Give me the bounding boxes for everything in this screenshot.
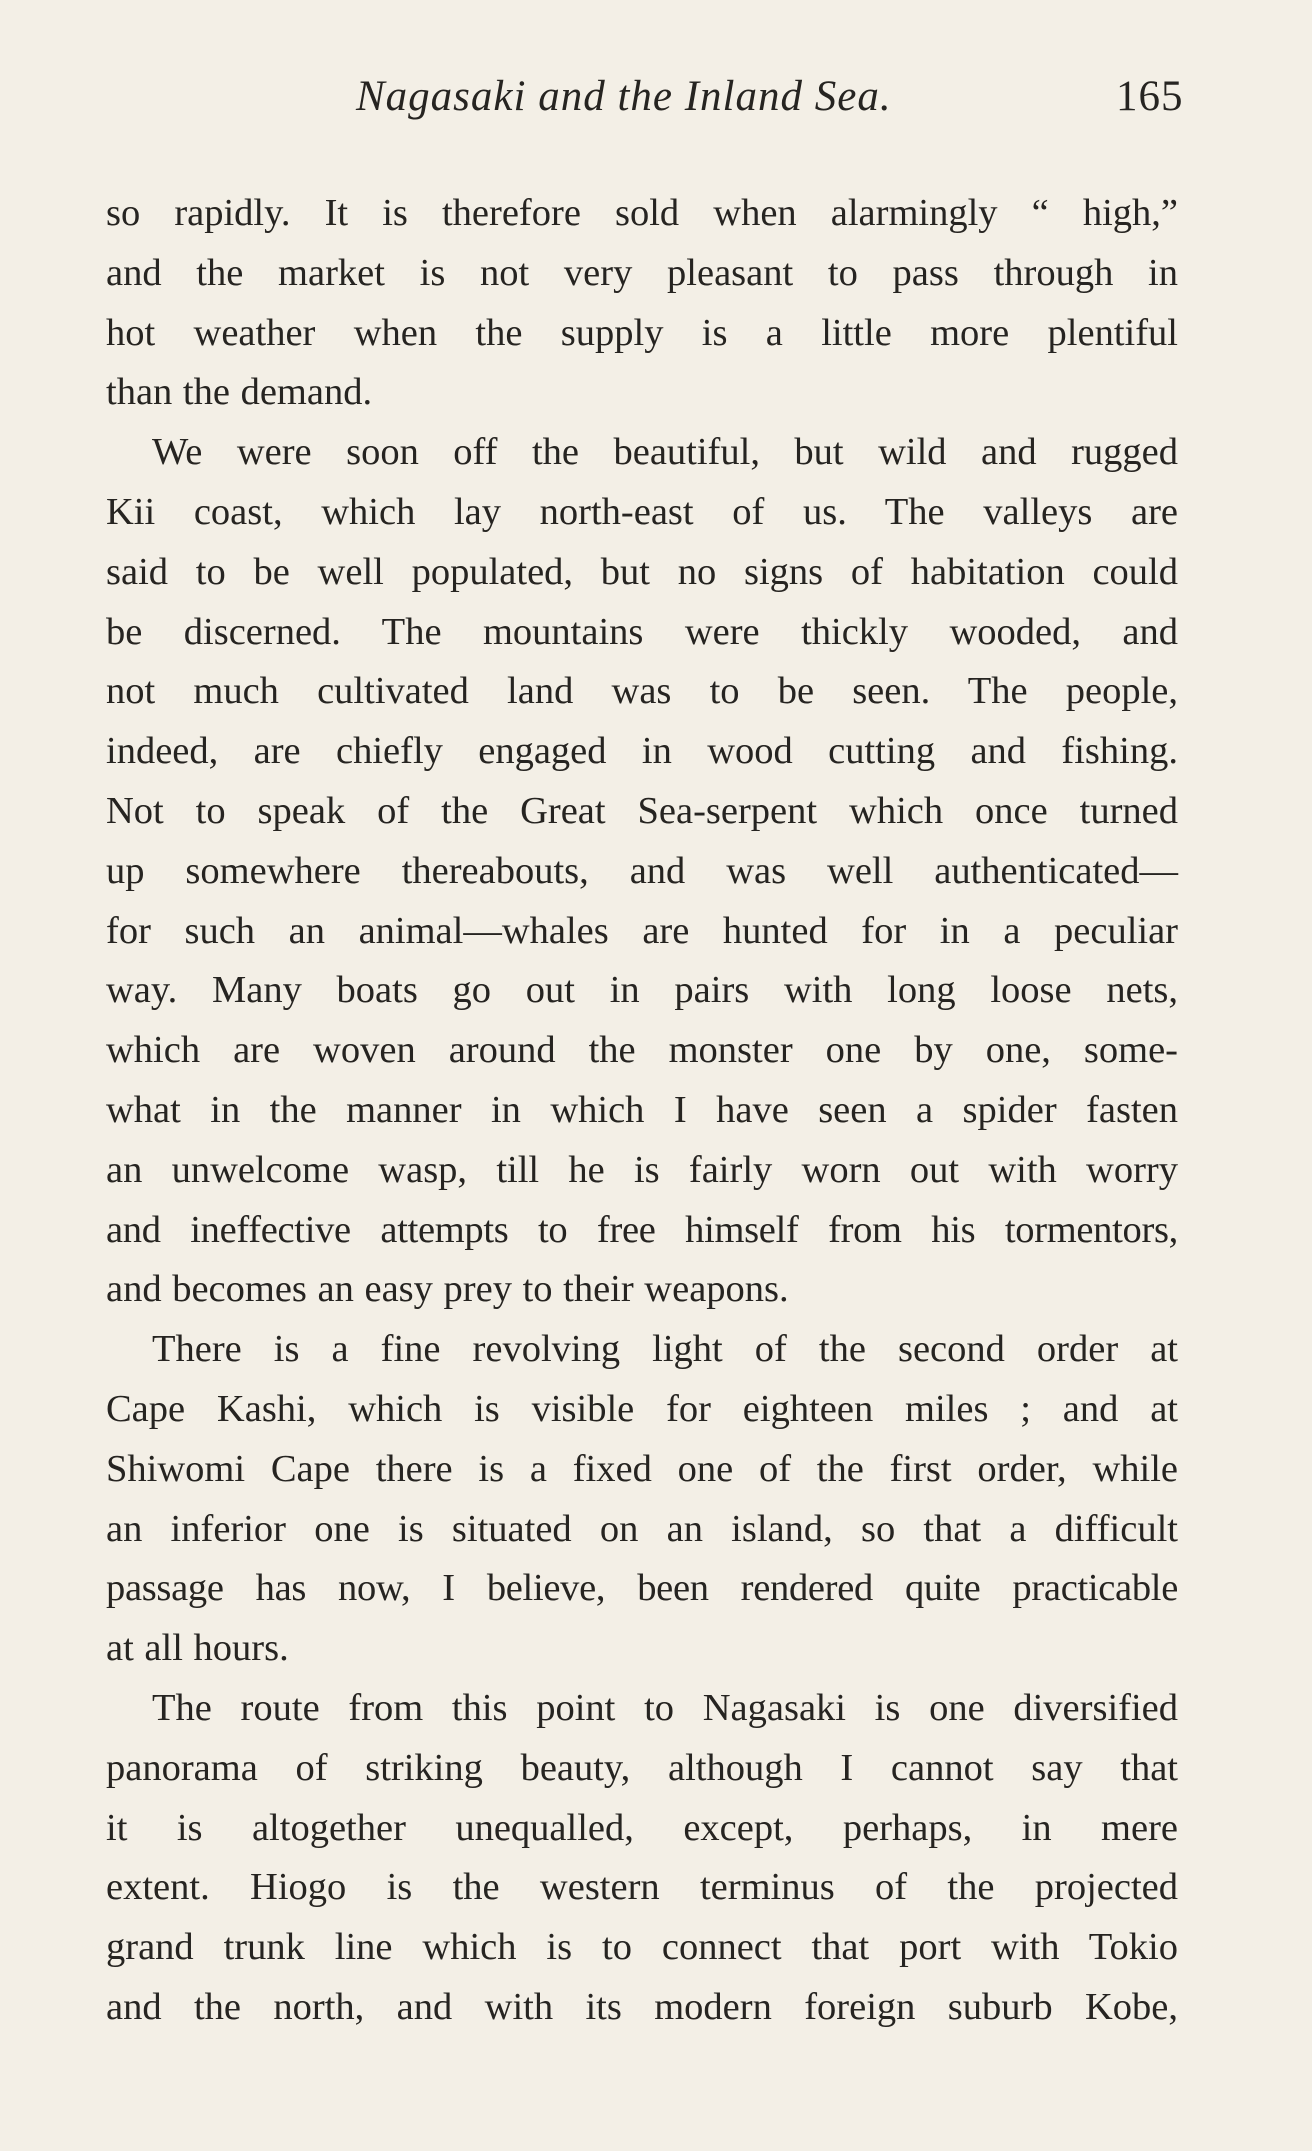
text-line: indeed, are chiefly engaged in wood cutting and fishing. (106, 730, 1178, 773)
text-line: Shiwomi Cape there is a fixed one of the first order, while (106, 1447, 1178, 1490)
text-line: which are woven around the monster one by one, some- (106, 1029, 1178, 1072)
text-line: it is altogether unequalled, except, perhaps, in mere (106, 1806, 1178, 1849)
text-line: hot weather when the supply is a little more plentiful (106, 311, 1178, 354)
text-line: There is a fine revolving light of the second order at (152, 1328, 1178, 1371)
text-line: an unwelcome wasp, till he is fairly worn out with worry (106, 1148, 1178, 1191)
text-line: at all hours. (106, 1627, 289, 1670)
text-line: so rapidly. It is therefore sold when alarmingly “ high,” (106, 192, 1178, 234)
text-line: way. Many boats go out in pairs with long loose nets, (106, 969, 1178, 1012)
text-line: Cape Kashi, which is visible for eighteen miles ; and at (106, 1387, 1178, 1430)
running-head (0, 72, 1312, 132)
text-line: not much cultivated land was to be seen. The people, (106, 670, 1178, 713)
page-number: 165 (1116, 73, 1184, 120)
text-line: what in the manner in which I have seen a spider fasten (106, 1088, 1178, 1131)
text-line: The route from this point to Nagasaki is one diversified (152, 1686, 1178, 1729)
text-line: and ineffective attempts to free himself from his tormentors, (106, 1208, 1178, 1251)
text-line: an inferior one is situated on an island, so that a difficult (106, 1507, 1178, 1550)
text-line: and becomes an easy prey to their weapons. (106, 1268, 789, 1311)
text-line: Kii coast, which lay north-east of us. The valleys are (106, 490, 1178, 533)
text-line: for such an animal—whales are hunted for in a peculiar (106, 909, 1178, 952)
running-title: Nagasaki and the Inland Sea. (356, 73, 892, 120)
text-line: said to be well populated, but no signs of habitation could (106, 550, 1178, 593)
text-line: passage has now, I believe, been rendered quite practicable (106, 1567, 1178, 1610)
text-line: and the market is not very pleasant to pass through in (106, 251, 1178, 294)
body-text (106, 184, 1178, 2038)
text-line: panorama of striking beauty, although I cannot say that (106, 1746, 1178, 1789)
text-line: and the north, and with its modern foreign suburb Kobe, (106, 1985, 1178, 2028)
text-line: grand trunk line which is to connect that port with Tokio (106, 1926, 1178, 1969)
text-line: We were soon off the beautiful, but wild and rugged (152, 431, 1178, 474)
text-line: Not to speak of the Great Sea-serpent which once turned (106, 789, 1178, 832)
text-line: extent. Hiogo is the western terminus of the projected (106, 1866, 1178, 1909)
text-line: up somewhere thereabouts, and was well authenticated— (106, 849, 1178, 892)
text-line: be discerned. The mountains were thickly wooded, and (106, 610, 1178, 653)
text-line: than the demand. (106, 371, 373, 414)
